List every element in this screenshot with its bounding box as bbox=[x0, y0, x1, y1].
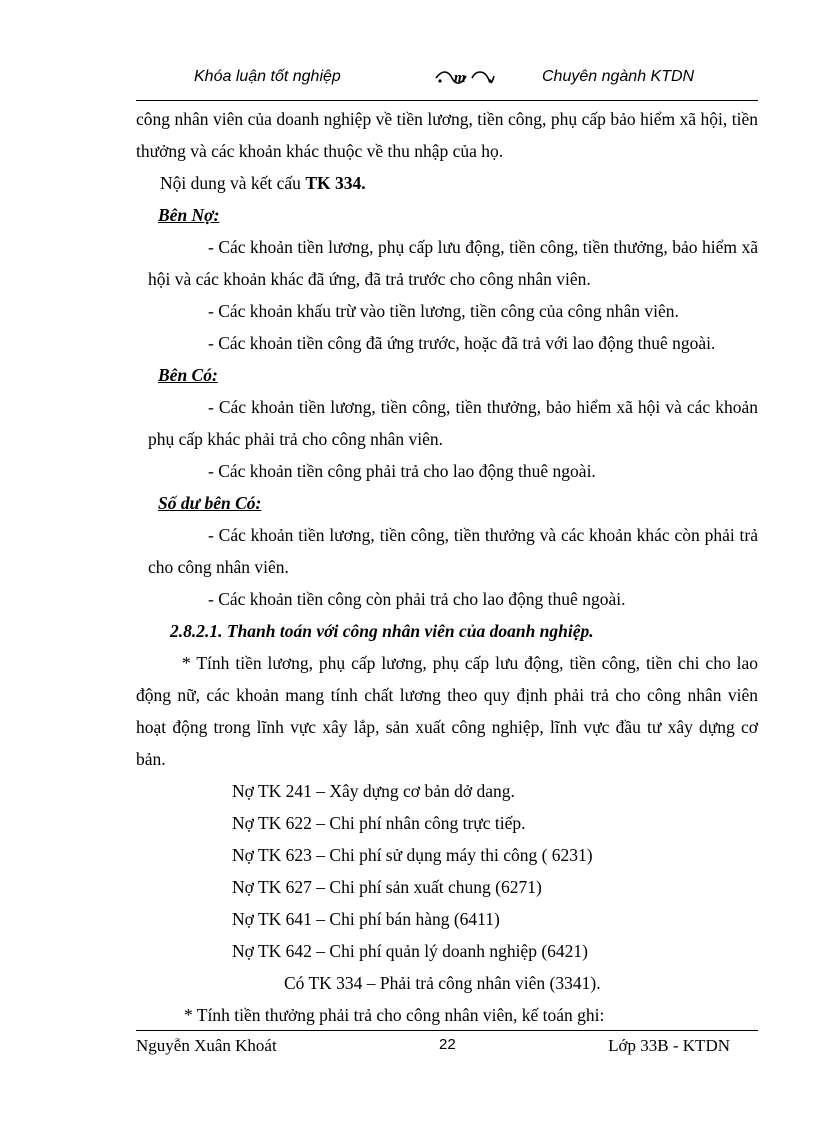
section-heading: 2.8.2.1. Thanh toán với công nhân viên của doanh nghiệp. bbox=[170, 621, 594, 641]
journal-entry: Nợ TK 642 – Chi phí quản lý doanh nghiệp (6421) bbox=[232, 941, 588, 961]
journal-entry: Nợ TK 241 – Xây dựng cơ bản dở dang. bbox=[232, 781, 515, 801]
journal-entry: Nợ TK 623 – Chi phí sử dụng máy thi công ( 6231) bbox=[232, 845, 593, 865]
debit-item: - Các khoản tiền lương, phụ cấp lưu động, tiền công, tiền thưởng, bảo hiểm xã hội và các khoản khác đã ứng, đã trả trước cho công nhân viên. bbox=[148, 237, 758, 289]
footer-author: Nguyễn Xuân Khoát bbox=[136, 1036, 277, 1055]
document-body bbox=[136, 103, 758, 1031]
page-footer bbox=[136, 1036, 758, 1060]
header-thesis-title: Khóa luận tốt nghiệp bbox=[194, 68, 341, 85]
structure-line: Nội dung và kết cấu TK 334. bbox=[160, 173, 366, 193]
balance-title: Số dư bên Có: bbox=[158, 493, 262, 513]
intro-paragraph: công nhân viên của doanh nghiệp về tiền lương, tiền công, phụ cấp bảo hiểm xã hội, tiền thưởng và các khoản khác thuộc về thu nhập của họ. bbox=[136, 109, 758, 161]
journal-credit-entry: Có TK 334 – Phải trả công nhân viên (3341). bbox=[284, 973, 601, 993]
header-divider bbox=[136, 100, 758, 101]
footer-page-number: 22 bbox=[439, 1036, 456, 1053]
footer-class: Lớp 33B - KTDN bbox=[608, 1036, 730, 1055]
structure-account: TK 334. bbox=[305, 173, 366, 193]
journal-entry: Nợ TK 622 – Chi phí nhân công trực tiếp. bbox=[232, 813, 526, 833]
journal-entry: Nợ TK 641 – Chi phí bán hàng (6411) bbox=[232, 909, 500, 929]
journal-entry: Nợ TK 627 – Chi phí sản xuất chung (6271) bbox=[232, 877, 542, 897]
balance-item: - Các khoản tiền lương, tiền công, tiền thưởng và các khoản khác còn phải trả cho công nhân viên. bbox=[148, 525, 758, 577]
header-major: Chuyên ngành KTDN bbox=[542, 68, 695, 85]
debit-item: - Các khoản tiền công đã ứng trước, hoặc đã trả với lao động thuê ngoài. bbox=[208, 333, 716, 353]
debit-title: Bên Nợ: bbox=[158, 205, 220, 225]
footer-divider bbox=[136, 1030, 758, 1031]
credit-item: - Các khoản tiền lương, tiền công, tiền thưởng, bảo hiểm xã hội và các khoản phụ cấp khác phải trả cho công nhân viên. bbox=[148, 397, 758, 449]
decorative-flourish-icon bbox=[432, 66, 496, 88]
debit-item: - Các khoản khấu trừ vào tiền lương, tiền công của công nhân viên. bbox=[208, 301, 679, 321]
salary-paragraph: * Tính tiền lương, phụ cấp lương, phụ cấp lưu động, tiền công, tiền chi cho lao động nữ, các khoản mang tính chất lương theo quy định phải trả cho công nhân viên hoạt động trong lĩnh vực xây lắp, sản xuất công nghiệp, lĩnh vực đầu tư xây dựng cơ bản. bbox=[136, 653, 758, 769]
page-header bbox=[136, 66, 758, 92]
svg-text:m: m bbox=[454, 70, 466, 86]
credit-title: Bên Có: bbox=[158, 365, 218, 385]
bonus-line: * Tính tiền thưởng phải trả cho công nhân viên, kế toán ghi: bbox=[184, 1005, 605, 1025]
credit-item: - Các khoản tiền công phải trả cho lao động thuê ngoài. bbox=[208, 461, 596, 481]
balance-item: - Các khoản tiền công còn phải trả cho lao động thuê ngoài. bbox=[208, 589, 626, 609]
